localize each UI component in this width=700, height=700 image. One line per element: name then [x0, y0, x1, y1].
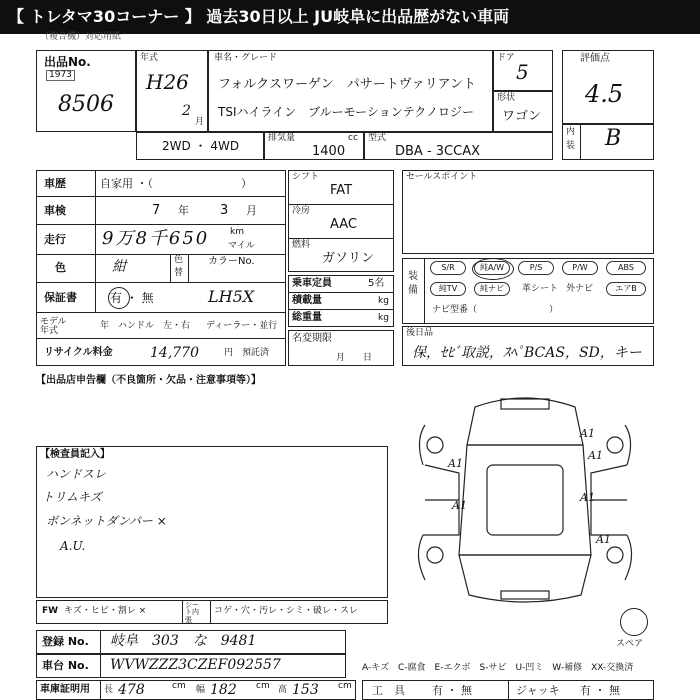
car-wheel-lr	[427, 547, 443, 563]
name-change-unit: 月 日	[336, 353, 373, 363]
fuel-value: ガソリン	[322, 251, 375, 266]
certificate-len-label: 長	[104, 685, 114, 695]
lot-label: 出品No.	[44, 55, 91, 69]
history-label: 車歴	[44, 177, 66, 190]
certificate-w: 182	[210, 682, 237, 698]
inspection-month-unit: 月	[246, 204, 257, 217]
car-roof-front	[467, 398, 583, 445]
model-year-dealer: ディーラー・並行	[206, 321, 278, 331]
history-value: 自家用 ・（ ）	[100, 177, 252, 190]
chassis-divider	[100, 654, 101, 678]
equip-aw: 純A/W	[474, 261, 510, 275]
car-wheel-lf	[427, 437, 443, 453]
tools-divider	[508, 680, 509, 700]
damage-mark-3: A1	[580, 427, 595, 440]
fw-divider-1	[182, 600, 183, 624]
doors-label: ドア	[497, 53, 515, 63]
chassis-label: 車台 No.	[42, 659, 89, 672]
registration-value: 岐阜 303 な 9481	[110, 633, 257, 649]
tools-label: 工 具	[372, 684, 405, 697]
car-right-rear-fender	[625, 535, 632, 580]
model-label: 型式	[368, 133, 387, 143]
jack-label: ジャッキ	[516, 684, 560, 697]
lot-number: 8506	[58, 92, 114, 117]
damage-mark-2: A1	[452, 499, 467, 512]
navi-model: ナビ型番（ ）	[432, 305, 559, 315]
equip-tv: 純TV	[430, 282, 466, 296]
load-unit: kg	[378, 296, 389, 306]
drive-value: 2WD ・ 4WD	[162, 139, 240, 153]
certificate-len: 478	[118, 682, 145, 698]
mileage-value: 9万8千650	[102, 228, 210, 249]
inspection-label: 車検	[44, 204, 66, 217]
equip-airbag: エアB	[606, 282, 646, 296]
load-label: 積載量	[292, 295, 322, 306]
capacity-value: 5名	[368, 278, 385, 289]
color-change2: 替	[174, 268, 184, 278]
car-right-front-fender	[625, 425, 631, 465]
certificate-len-unit: cm	[172, 681, 186, 691]
score-value: 4.5	[585, 80, 624, 108]
damage-mark-5: A1	[580, 491, 595, 504]
retrofit-value: 保，ｾﾋﾞ取説，ｽﾍﾟBCAS，SD，キー	[412, 345, 642, 361]
equip-pw: P/W	[562, 261, 598, 275]
info-line-6	[36, 338, 286, 339]
subheader: （複合機）対応用紙	[40, 32, 122, 42]
interior-label2: 装	[566, 141, 576, 151]
year-value: H26	[146, 70, 189, 94]
inspection-year: 7	[152, 203, 161, 218]
aircon-label: 冷房	[292, 206, 311, 216]
jack-value: 有 ・ 無	[580, 684, 620, 697]
sales-point-label: セールスポイント	[406, 172, 478, 182]
capacity-line-2	[288, 309, 394, 310]
info-divider-1	[95, 170, 96, 312]
warranty-code: LH5X	[208, 287, 255, 306]
equip-sr: S/R	[430, 261, 466, 275]
model-value: DBA - 3CCAX	[395, 144, 481, 159]
retrofit-label: 後日品	[406, 328, 434, 338]
aircon-value: AAC	[330, 217, 357, 232]
color-no-label: カラーNo.	[208, 256, 255, 267]
registration-divider	[100, 630, 101, 654]
fw-text1: キズ・ヒビ・割レ ×	[64, 606, 147, 616]
fw-label: FW	[42, 606, 59, 616]
certificate-divider	[100, 680, 101, 700]
equip-abs: ABS	[606, 261, 646, 275]
displacement-label: 排気量	[268, 133, 296, 143]
certificate-label: 車庫証明用	[40, 684, 90, 695]
car-diagram	[405, 385, 645, 615]
color-divider-b	[188, 254, 189, 282]
fw-text3: コゲ・穴・汚レ・シミ・破レ・スレ	[214, 606, 359, 616]
inspection-year-unit: 年	[178, 204, 189, 217]
banner-text: 【 トレタマ30コーナー 】 過去30日以上 JU岐阜に出品歴がない車両	[8, 7, 510, 26]
shape-label: 形状	[497, 93, 516, 103]
year-label: 年式	[140, 53, 159, 63]
certificate-w-unit: cm	[256, 681, 270, 691]
interior-value: B	[605, 126, 622, 151]
chassis-value: WVWZZZ3CZEF092557	[110, 657, 281, 673]
equip-seat: 革シート	[522, 284, 559, 294]
car-rear	[459, 555, 591, 602]
fuel-label: 燃料	[292, 240, 311, 250]
warranty-value: 有 ・ 無	[110, 291, 154, 305]
gross-unit: kg	[378, 313, 389, 323]
color-change1: 色	[174, 255, 184, 265]
mileage-unit-km: km	[230, 227, 244, 237]
car-front-grille	[501, 399, 549, 409]
equip-extnavi: 外ナビ	[566, 284, 594, 294]
damage-legend: A-キズ C-腐食 E-エクボ S-サビ U-凹ミ W-補修 XX-交換済	[362, 663, 634, 673]
info-line-1	[36, 196, 286, 197]
interior-divider	[580, 124, 581, 160]
equipment-divider	[424, 258, 425, 324]
info-line-2	[36, 224, 286, 225]
displacement-value: 1400	[312, 144, 346, 159]
recycle-value: 14,770	[150, 345, 199, 361]
certificate-h: 153	[292, 682, 319, 698]
warranty-label: 保証書	[44, 291, 77, 304]
capacity-line-1	[288, 292, 394, 293]
car-left-rear-fender	[418, 535, 425, 580]
equipment-label: 装備	[408, 271, 418, 296]
specs-line-1	[288, 204, 394, 205]
recycle-label: リサイクル料金	[44, 347, 113, 358]
car-roof	[487, 465, 563, 535]
car-rear-bumper	[501, 591, 549, 599]
shift-label: シフト	[292, 172, 320, 182]
mileage-label: 走行	[44, 233, 66, 246]
damage-mark-6: A1	[596, 533, 611, 546]
car-wheel-rr	[607, 547, 623, 563]
car-wheel-rf	[607, 437, 623, 453]
certificate-h-label: 高	[278, 685, 288, 695]
gross-label: 総重量	[292, 312, 322, 323]
name-line2: TSIハイライン ブルーモーションテクノロジー	[218, 105, 474, 119]
info-line-3	[36, 254, 286, 255]
aw-marked-circle	[472, 258, 514, 280]
sales-point-box	[402, 170, 654, 254]
spare-tire-icon	[620, 608, 648, 636]
car-left-front-fender	[419, 425, 425, 465]
color-divider-a	[170, 254, 171, 282]
doors-value: 5	[516, 60, 529, 84]
score-label: 評価点	[580, 53, 610, 64]
spare-label: スペア	[616, 639, 644, 649]
shape-value: ワゴン	[502, 109, 542, 124]
declaration-label: 【出品店申告欄（不良箇所・欠品・注意事項等）】	[36, 375, 261, 386]
name-label: 車名・グレード	[214, 53, 278, 63]
name-line1: フォルクスワーゲン パサートヴァリアント	[218, 77, 477, 92]
shift-value: FAT	[330, 183, 353, 198]
warranty-yes-circle	[108, 287, 130, 309]
tools-value: 有 ・ 無	[432, 684, 472, 697]
displacement-unit: cc	[348, 133, 358, 143]
color-value: 紺	[112, 259, 126, 275]
year-month-unit: 月	[195, 117, 205, 127]
inspector-note-4: A.U.	[60, 539, 86, 553]
lot-small: 1973	[46, 70, 75, 81]
header-banner	[0, 0, 700, 34]
damage-mark-1: A1	[448, 457, 463, 470]
inspector-note-2: トリムキズ	[42, 490, 102, 504]
inspector-note-3: ボンネットダンパー ×	[46, 514, 167, 528]
color-label: 色	[55, 261, 66, 274]
recycle-unit: 円 預託済	[224, 348, 270, 358]
year-month: 2	[182, 103, 191, 119]
damage-mark-4: A1	[588, 449, 603, 462]
fw-divider-2	[210, 600, 211, 624]
inspector-note-1: ハンドスレ	[46, 467, 106, 481]
car-body-center	[459, 445, 591, 555]
certificate-h-unit: cm	[338, 681, 352, 691]
capacity-label: 乗車定員	[292, 278, 332, 289]
mileage-unit-mile: マイル	[228, 241, 255, 251]
info-block	[36, 170, 286, 366]
model-year-handle: 年 ハンドル 左・右	[100, 321, 191, 331]
name-change-label: 名変期限	[292, 333, 332, 344]
equip-ps: P/S	[518, 261, 554, 275]
model-year-label: モデル年式	[40, 317, 67, 337]
inspector-label: 【検査員記入】	[40, 449, 110, 460]
specs-line-2	[288, 238, 394, 239]
certificate-w-label: 幅	[196, 685, 206, 695]
info-line-5	[36, 312, 286, 313]
fw-text2: シート内張	[185, 601, 199, 624]
info-line-4	[36, 282, 286, 283]
interior-label1: 内	[566, 127, 576, 137]
equip-navi: 純ナビ	[474, 282, 510, 296]
registration-label: 登録 No.	[42, 635, 89, 648]
inspection-month: 3	[220, 203, 229, 218]
